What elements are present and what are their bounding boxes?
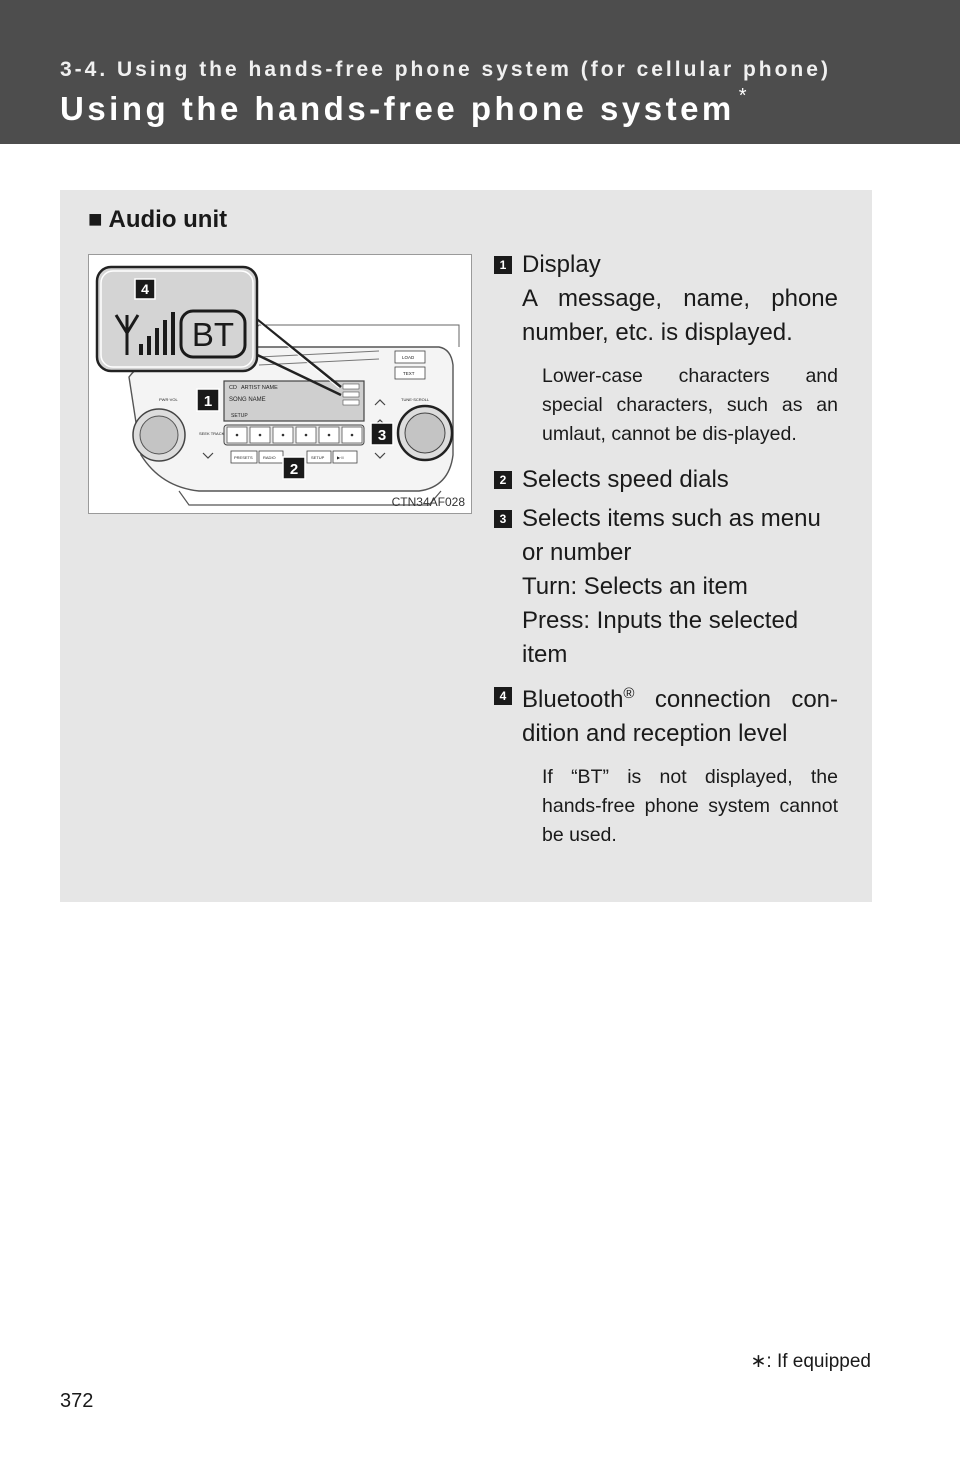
callout-text: A message, name, phone number, etc. is displayed. [522, 285, 838, 346]
display-line-setup: SETUP [231, 413, 248, 419]
callout-title [522, 677, 838, 751]
callout-badge: 4 [494, 687, 512, 705]
text-button-label: TEXT [403, 371, 415, 376]
radio-button-label: RADIO [263, 455, 276, 460]
section-heading [88, 206, 227, 234]
callout-text: Turn: Selects an item [522, 573, 748, 600]
square-bullet-icon: ■ [88, 206, 103, 233]
setup-button-label: SETUP [311, 455, 325, 460]
display-line-cd: CD [229, 385, 237, 391]
bt-zoom-text: BT [191, 316, 235, 353]
display-line-song: SONG NAME [229, 397, 266, 403]
callout-item-4 [494, 677, 838, 850]
page-title-text: Using the hands-free phone system [60, 90, 735, 127]
equipped-mark: * [738, 85, 751, 107]
callout-text: Press: Inputs the selected item [522, 607, 799, 668]
callout-title: Display [522, 251, 601, 278]
section-heading-text: Audio unit [108, 206, 228, 233]
callout-title: Selects items such as menu or number [522, 505, 821, 566]
audio-unit-figure [88, 254, 472, 514]
callout-marker-2: 2 [289, 461, 299, 478]
page-header [0, 0, 960, 144]
registered-mark: ® [623, 685, 635, 702]
callout-marker-3: 3 [377, 427, 387, 444]
figure-code: CTN34AF028 [391, 495, 465, 509]
callout-marker-1: 1 [203, 393, 213, 410]
callout-marker-4: 4 [141, 281, 149, 297]
page-number: 372 [60, 1390, 94, 1412]
play-pause-button-label: ▶·II [337, 455, 344, 460]
callout-badge: 2 [494, 471, 512, 489]
bluetooth-word: Bluetooth [522, 686, 624, 713]
pwr-vol-label: PWR·VOL [159, 397, 178, 402]
seek-track-label: SEEK TRACK [199, 431, 225, 436]
callout-item-3 [494, 502, 838, 672]
presets-button-label: PRESETS [234, 455, 253, 460]
callout-note: If “BT” is not displayed, the hands-free phone system cannot be used. [542, 766, 838, 846]
audio-unit-illustration [89, 255, 473, 515]
section-subtitle: 3-4. Using the hands-free phone system (for cellular phone) [60, 58, 831, 81]
callout-item-1 [494, 248, 838, 449]
display-line-artist: ARTIST NAME [241, 385, 278, 391]
callout-badge: 3 [494, 510, 512, 528]
callout-item-2 [494, 463, 838, 497]
callout-list [494, 248, 838, 850]
tune-scroll-label: TUNE·SCROLL [401, 397, 430, 402]
audio-unit-panel [60, 190, 872, 902]
page-title [60, 85, 751, 128]
footnote: ∗: If equipped [750, 1351, 871, 1372]
callout-title-rest: connection con-dition and reception level [522, 686, 838, 747]
callout-title: Selects speed dials [522, 466, 729, 493]
callout-badge: 1 [494, 256, 512, 274]
callout-note: Lower-case characters and special characters, such as an umlaut, cannot be dis-played. [542, 365, 838, 445]
load-button-label: LOAD [402, 355, 415, 360]
